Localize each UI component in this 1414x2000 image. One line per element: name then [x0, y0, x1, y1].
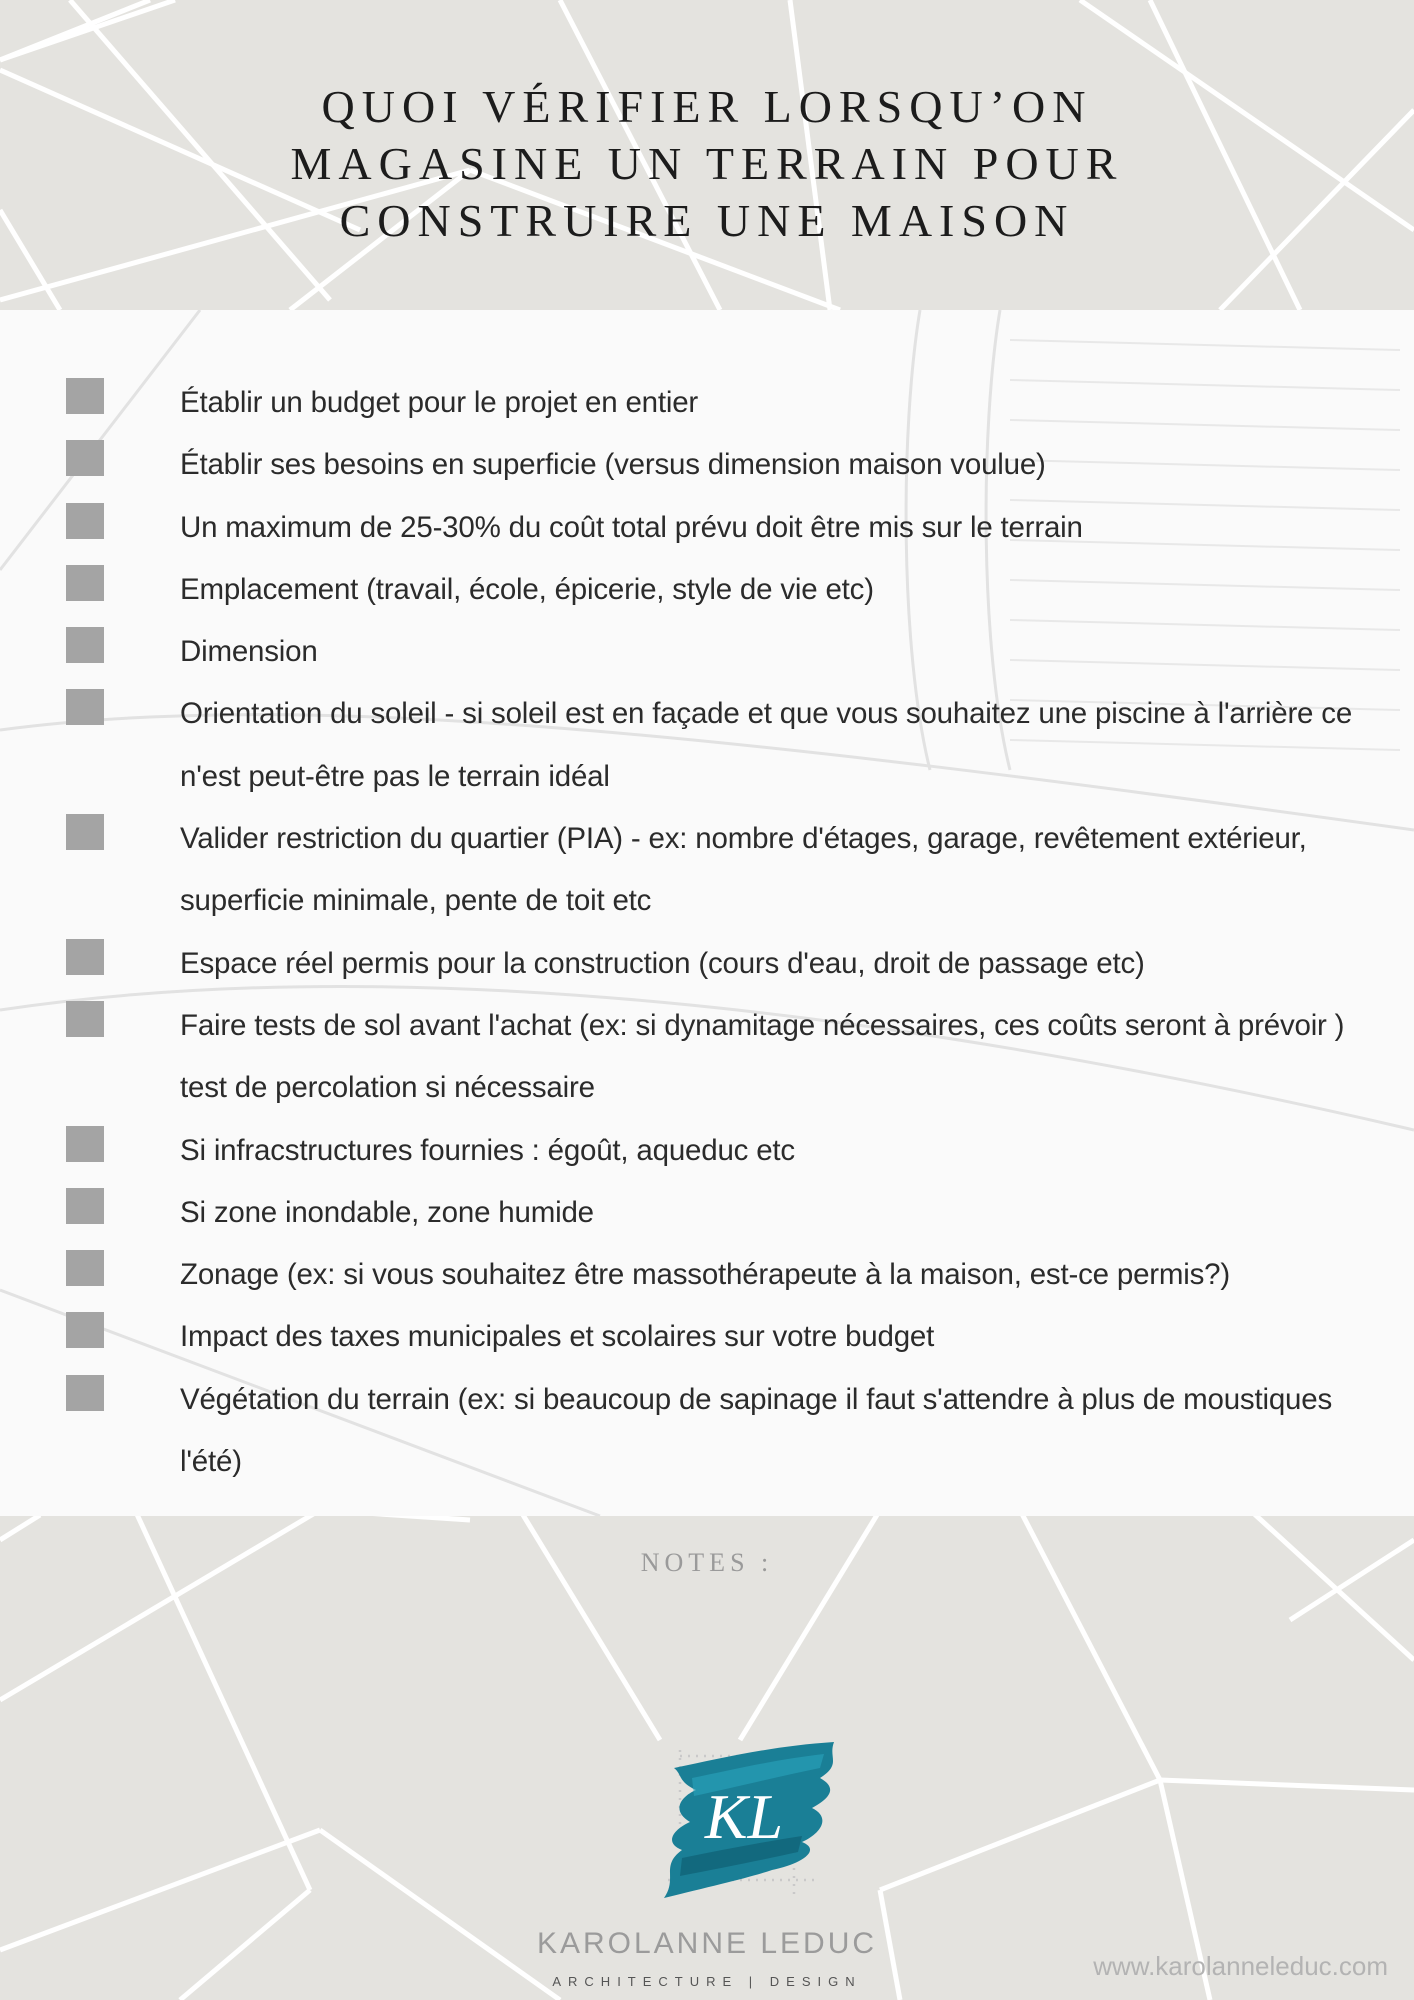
- checkbox[interactable]: [66, 1250, 104, 1286]
- header: [0, 0, 1414, 310]
- checklist-item-text: Orientation du soleil - si soleil est en façade et que vous souhaitez une piscine à l'arrière ce n'est peut-être pas le terrain idéal: [180, 697, 1353, 793]
- brand-tagline: ARCHITECTURE | DESIGN: [552, 1974, 862, 1989]
- checkbox[interactable]: [66, 565, 104, 601]
- checkbox[interactable]: [66, 939, 104, 975]
- checklist-item-text: Faire tests de sol avant l'achat (ex: si dynamitage nécessaires, ces coûts seront à prévoir ) test de percolation si nécessaire: [180, 1008, 1345, 1105]
- checklist-item: [0, 1244, 1414, 1306]
- checklist-item-text: Si zone inondable, zone humide: [180, 1195, 594, 1229]
- checklist-item: [0, 372, 1414, 434]
- checkbox[interactable]: [66, 1312, 104, 1348]
- checklist-item: [0, 1369, 1414, 1494]
- brand-name: KAROLANNE LEDUC: [536, 1927, 878, 1960]
- checkbox[interactable]: [66, 1001, 104, 1037]
- title-line-2: MAGASINE UN TERRAIN POUR: [290, 137, 1124, 189]
- checklist-item-text: Établir ses besoins en superficie (versus dimension maison voulue): [180, 448, 1046, 482]
- notes-label: NOTES :: [640, 1548, 774, 1577]
- checklist-item-text: Impact des taxes municipales et scolaires sur votre budget: [180, 1320, 935, 1354]
- checklist-item: [0, 933, 1414, 995]
- brand-logo: [652, 1738, 852, 1918]
- checklist-item: [0, 808, 1414, 933]
- title-line-3: CONSTRUIRE UNE MAISON: [339, 194, 1075, 246]
- checklist-item-text: Établir un budget pour le projet en entier: [180, 386, 699, 419]
- checkbox[interactable]: [66, 814, 104, 850]
- checklist: [0, 372, 1414, 1493]
- checkbox[interactable]: [66, 1375, 104, 1411]
- checklist-item-text: Dimension: [180, 635, 318, 669]
- checklist-item-text: Emplacement (travail, école, épicerie, style de vie etc): [180, 572, 874, 606]
- checklist-item: [0, 1306, 1414, 1368]
- checklist-item: [0, 434, 1414, 496]
- checkbox[interactable]: [66, 1188, 104, 1224]
- checkbox[interactable]: [66, 440, 104, 476]
- checkbox[interactable]: [66, 689, 104, 725]
- page-title: [207, 62, 1207, 249]
- checklist-item: [0, 1182, 1414, 1244]
- checklist-item: [0, 1120, 1414, 1182]
- checkbox[interactable]: [66, 378, 104, 414]
- checklist-item-text: Un maximum de 25-30% du coût total prévu doit être mis sur le terrain: [180, 510, 1083, 544]
- checklist-item: [0, 497, 1414, 559]
- checklist-item-text: Végétation du terrain (ex: si beaucoup de sapinage il faut s'attendre à plus de moustiques l'été): [180, 1382, 1333, 1479]
- checklist-item-text: Zonage (ex: si vous souhaitez être massothérapeute à la maison, est-ce permis?): [180, 1258, 1231, 1292]
- title-line-1: QUOI VÉRIFIER LORSQU’ON: [321, 80, 1093, 132]
- checkbox[interactable]: [66, 503, 104, 539]
- checklist-item-text: Si infracstructures fournies : égoût, aqueduc etc: [180, 1133, 795, 1167]
- checklist-item-text: Espace réel permis pour la construction (cours d'eau, droit de passage etc): [180, 946, 1145, 980]
- checklist-item: [0, 995, 1414, 1120]
- website-link[interactable]: www.karolanneleduc.com: [1093, 1951, 1388, 1981]
- checklist-item: [0, 621, 1414, 683]
- checkbox[interactable]: [66, 627, 104, 663]
- checkbox[interactable]: [66, 1126, 104, 1162]
- checklist-item: [0, 559, 1414, 621]
- checklist-item-text: Valider restriction du quartier (PIA) - ex: nombre d'étages, garage, revêtement extérieur, superficie minimale, pente de toit etc: [180, 822, 1307, 918]
- logo-monogram: KL: [704, 1781, 784, 1852]
- checklist-item: [0, 683, 1414, 808]
